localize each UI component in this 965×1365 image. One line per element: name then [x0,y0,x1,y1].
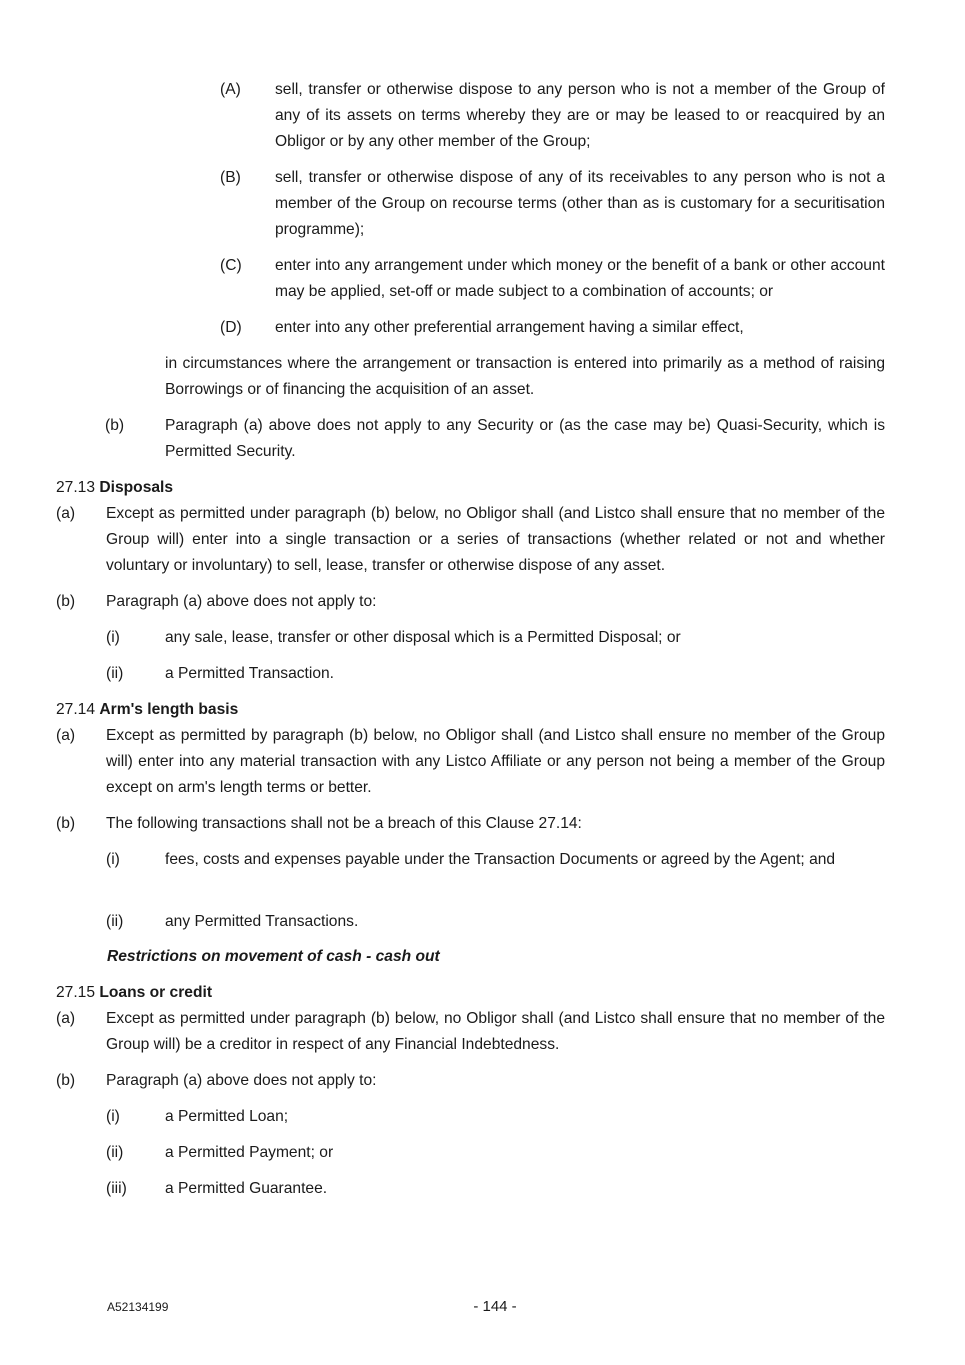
para-text-a: Except as permitted under paragraph (b) below, no Obligor shall (and Listco shall ensure that no member of the Group will) be a creditor in respect of any Financial Indebtedness. [106,1010,885,1053]
sub-label-i: (i) [106,851,120,868]
para-text-b: Paragraph (a) above does not apply to: [106,1072,377,1089]
clause-heading-27-15 [56,980,212,1006]
sub-text-i: a Permitted Loan; [165,1108,289,1125]
clause-number: 27.14 [56,701,96,718]
item-label-C: (C) [220,257,242,274]
para-text-b: Paragraph (a) above does not apply to: [106,593,377,610]
sub-label-ii: (ii) [106,1144,124,1161]
para-label-b: (b) [56,1072,76,1089]
clause-number: 27.13 [56,479,96,496]
sub-label-ii: (ii) [106,665,124,682]
para-text-a: Except as permitted under paragraph (b) below, no Obligor shall (and Listco shall ensure that no member of the Group will) enter into a single transaction or a series of transactions (whether related or not and whether voluntary or involuntary) to sell, lease, transfer or otherwise dispose of any asset. [106,505,885,574]
sub-text-ii: a Permitted Transaction. [165,665,335,682]
clause-title: Loans or credit [99,984,213,1001]
para-label-b: (b) [56,815,76,832]
item-label-A: (A) [220,81,241,98]
item-text-B: sell, transfer or otherwise dispose of any of its receivables to any person who is not a member of the Group on recourse terms (other than as is customary for a securitisation programme); [275,169,885,238]
item-text-b: Paragraph (a) above does not apply to any Security or (as the case may be) Quasi-Security, which is Permitted Security. [165,417,885,460]
item-label-b: (b) [105,417,125,434]
document-reference: A52134199 [107,1300,169,1314]
item-text-C: enter into any arrangement under which money or the benefit of a bank or other account may be applied, set-off or made subject to a combination of accounts; or [275,257,885,300]
sub-text-ii: a Permitted Payment; or [165,1144,334,1161]
para-label-a: (a) [56,505,76,522]
sub-text-i: any sale, lease, transfer or other disposal which is a Permitted Disposal; or [165,629,681,646]
para-text-b: The following transactions shall not be a breach of this Clause 27.14: [106,815,582,832]
para-label-a: (a) [56,1010,76,1027]
sub-text-iii: a Permitted Guarantee. [165,1180,328,1197]
clause-title: Arm's length basis [99,701,239,718]
para-label-a: (a) [56,727,76,744]
item-text-D: enter into any other preferential arrangement having a similar effect, [275,319,744,336]
sub-text-ii: any Permitted Transactions. [165,913,359,930]
para-label-b: (b) [56,593,76,610]
clause-heading-27-13 [56,475,173,501]
item-text-A: sell, transfer or otherwise dispose to any person who is not a member of the Group of any of its assets on terms whereby they are or may be leased to or reacquired by an Obligor or by any other member of the Group; [275,81,885,150]
sub-label-ii: (ii) [106,913,124,930]
clause-title: Disposals [99,479,174,496]
clause-heading-27-14 [56,697,238,723]
clause-number: 27.15 [56,984,96,1001]
page-number: - 144 - [473,1298,517,1315]
sub-label-i: (i) [106,1108,120,1125]
item-label-D: (D) [220,319,242,336]
sub-text-i: fees, costs and expenses payable under the Transaction Documents or agreed by the Agent; and [165,851,836,868]
sub-label-i: (i) [106,629,120,646]
item-label-B: (B) [220,169,241,186]
section-subheading: Restrictions on movement of cash - cash out [107,948,440,965]
para-text-a: Except as permitted by paragraph (b) below, no Obligor shall (and Listco shall ensure no member of the Group will) enter into any material transaction with any Listco Affiliate or any person not being a member of the Group except on arm's length terms or better. [106,727,885,796]
circumstances-paragraph: in circumstances where the arrangement or transaction is entered into primarily as a method of raising Borrowings or of financing the acquisition of an asset. [165,355,885,398]
sub-label-iii: (iii) [106,1180,127,1197]
